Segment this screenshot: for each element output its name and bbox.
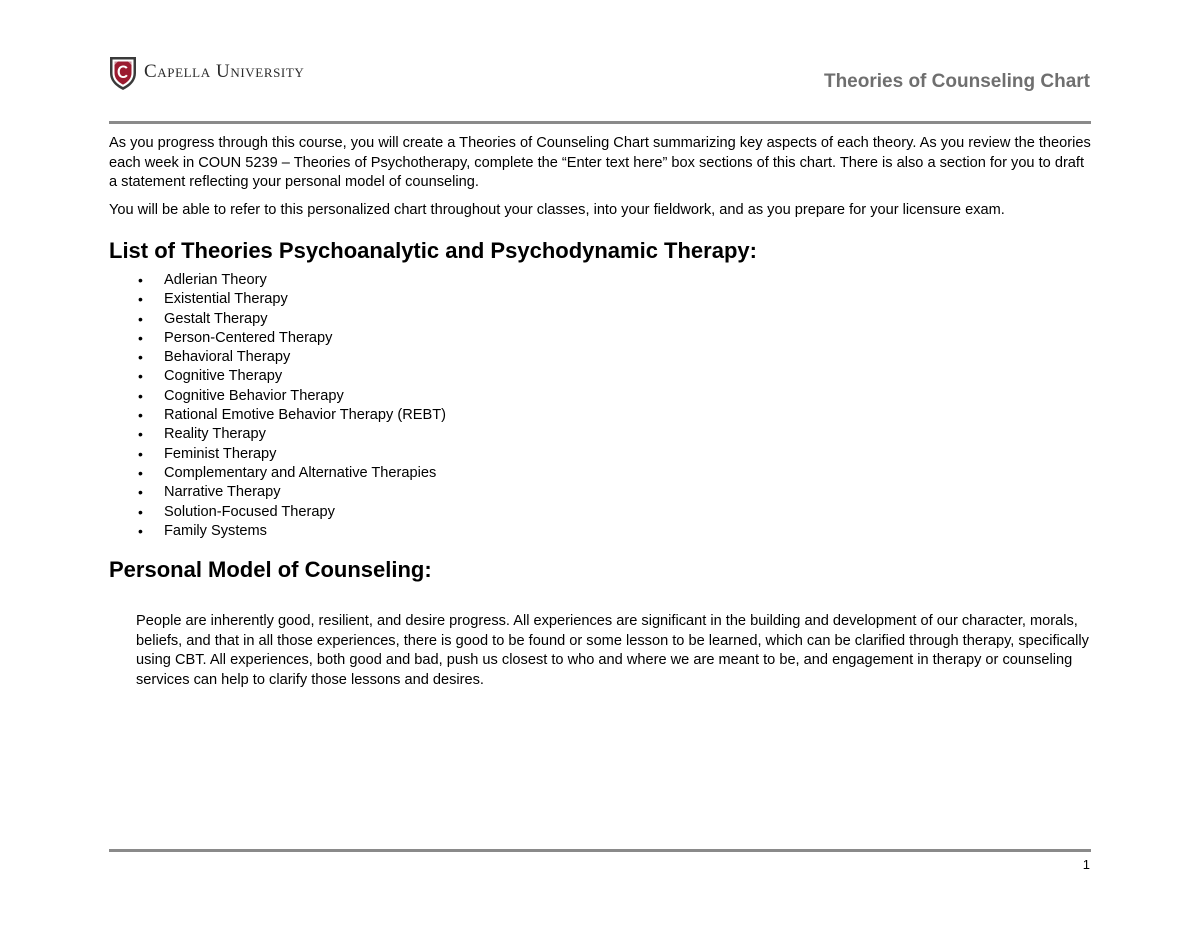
list-item — [109, 290, 1091, 309]
theory-label: Cognitive Behavior Therapy — [164, 387, 344, 404]
theory-label: Narrative Therapy — [164, 484, 281, 501]
theory-label: Behavioral Therapy — [164, 349, 291, 366]
bullet-icon: • — [138, 445, 143, 462]
bullet-icon: • — [138, 368, 143, 385]
theory-label: Adlerian Theory — [164, 272, 267, 288]
theory-label: Rational Emotive Behavior Therapy (REBT) — [164, 407, 446, 424]
theory-label: Person-Centered Therapy — [164, 329, 333, 346]
bullet-icon: • — [138, 484, 143, 501]
theory-label: Reality Therapy — [164, 426, 266, 443]
bullet-icon: • — [138, 407, 143, 424]
bullet-icon: • — [138, 522, 143, 539]
footer-divider — [109, 849, 1091, 852]
logo-wordmark: Capella University — [144, 61, 305, 82]
bullet-icon: • — [138, 464, 143, 481]
theories-list — [109, 271, 1091, 541]
bullet-icon: • — [138, 387, 143, 404]
personal-model-text: People are inherently good, resilient, and desire progress. All experiences are significant in the building and development of our character, morals, beliefs, and that in all those experiences, there is good to be found or some lesson to be learned, which can be clarified through therapy, specifically using CBT. All experiences, both good and bad, push us closest to who and where we are meant to be, and engagement in therapy or counseling services can help to clarify those lessons and desires. — [136, 613, 1089, 688]
document-title: Theories of Counseling Chart — [823, 71, 1090, 92]
header-divider — [109, 121, 1091, 124]
list-item — [109, 522, 1091, 541]
list-item — [109, 503, 1091, 522]
list-item — [109, 387, 1091, 406]
list-item — [109, 464, 1091, 483]
bullet-icon: • — [138, 426, 143, 443]
theory-label: Feminist Therapy — [164, 445, 277, 462]
theories-heading: List of Theories Psychoanalytic and Psychodynamic Therapy: — [109, 238, 757, 263]
list-item — [109, 483, 1091, 502]
theory-label: Gestalt Therapy — [164, 310, 268, 327]
theory-label: Cognitive Therapy — [164, 368, 283, 385]
capella-logo — [108, 54, 304, 92]
list-item — [109, 348, 1091, 367]
theory-label: Existential Therapy — [164, 291, 288, 308]
list-item — [109, 310, 1091, 329]
bullet-icon: • — [138, 349, 143, 366]
theory-label: Family Systems — [164, 522, 267, 539]
list-item — [109, 445, 1091, 464]
list-item — [109, 329, 1091, 348]
list-item — [109, 425, 1091, 444]
capella-shield-icon — [108, 55, 138, 91]
bullet-icon: • — [138, 503, 143, 520]
intro-paragraph-1: As you progress through this course, you will create a Theories of Counseling Chart summarizing key aspects of each theory. As you review the theories each week in COUN 5239 – Theories of Psychotherapy, complete the “Enter text here” box sections of this chart. There is also a section for you to draft a statement reflecting your personal model of counseling. — [109, 135, 1091, 190]
theory-label: Solution-Focused Therapy — [164, 503, 335, 520]
main-content — [109, 134, 1091, 690]
bullet-icon: • — [138, 272, 143, 288]
list-item — [109, 271, 1091, 290]
list-item — [109, 406, 1091, 425]
bullet-icon: • — [138, 310, 143, 327]
bullet-icon: • — [138, 329, 143, 346]
personal-model-heading: Personal Model of Counseling: — [109, 557, 432, 583]
page-number: 1 — [1082, 857, 1090, 872]
intro-paragraph-2: You will be able to refer to this personalized chart throughout your classes, into your fieldwork, and as you prepare for your licensure exam. — [109, 201, 1005, 218]
bullet-icon: • — [138, 291, 143, 308]
list-item — [109, 367, 1091, 386]
theory-label: Complementary and Alternative Therapies — [164, 464, 437, 481]
